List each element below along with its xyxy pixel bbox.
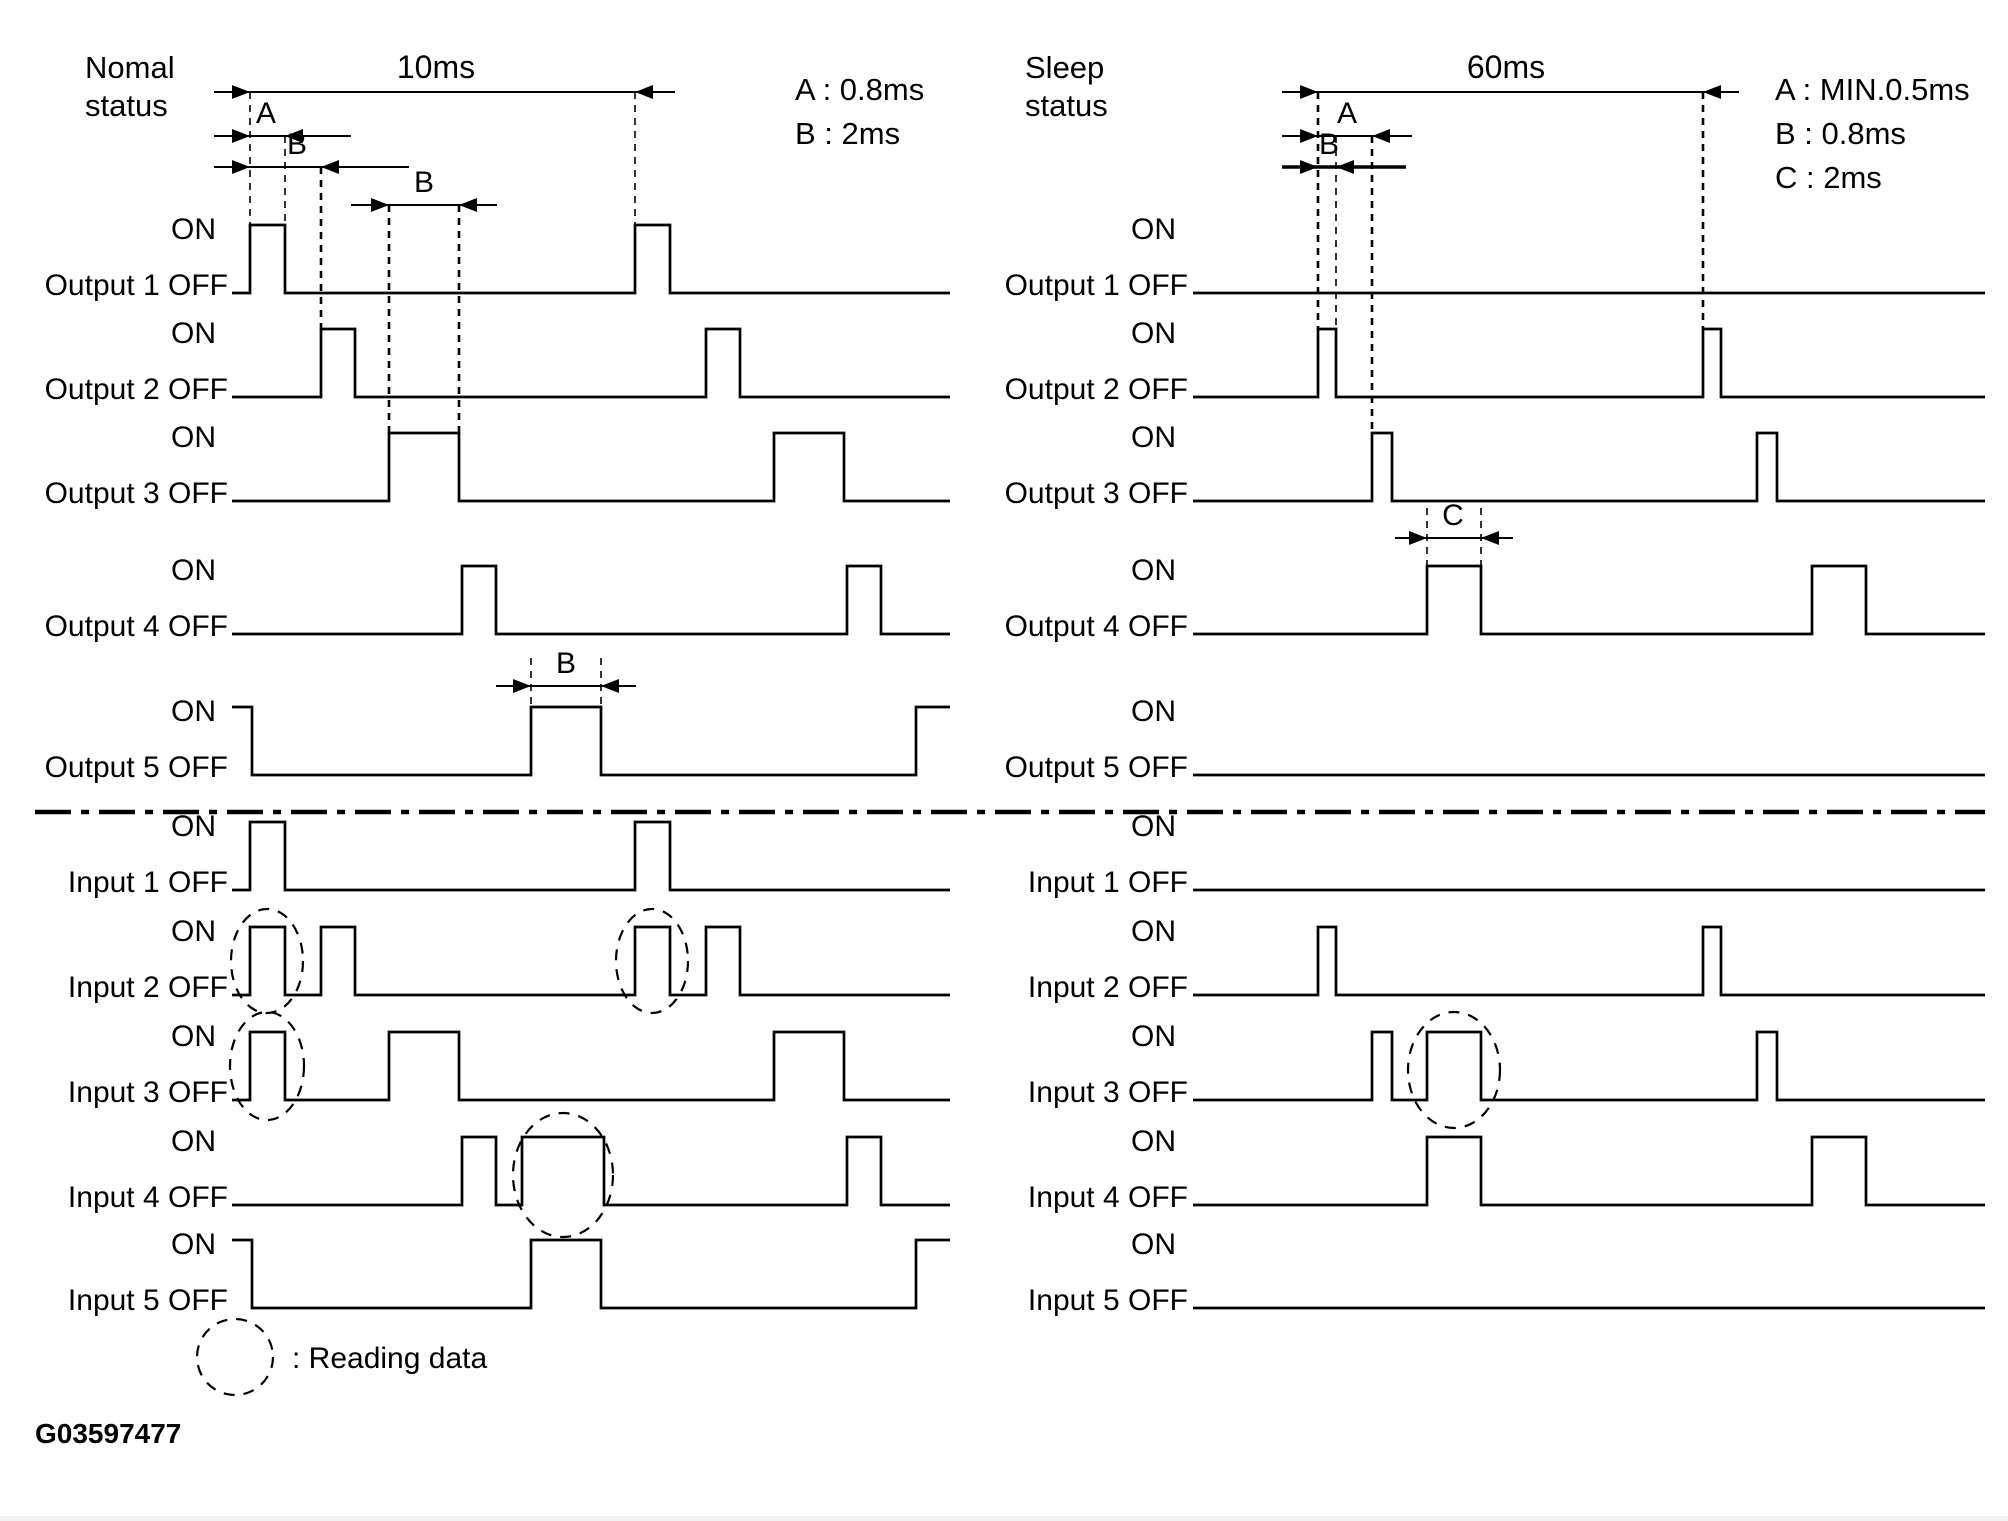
input5-row-label: Input 5 OFF [1027,1284,1188,1317]
output3-row-label: Output 3 OFF [44,477,228,510]
output2-row-label: Output 2 OFF [44,373,228,406]
normal-status-dim-label: 10ms [396,49,476,85]
output4-row-label: Output 4 OFF [44,610,228,643]
normal-status-dim-label: A [255,97,277,130]
input4-row-label: Input 4 OFF [67,1181,228,1214]
sleep-status-dim-label: C [1442,499,1464,532]
sleep-status-legend-item: A : MIN.0.5ms [1775,72,1970,107]
normal-status-title-line: Nomal [85,50,175,85]
output2-on-label: ON [1131,317,1176,350]
sleep-status-legend-item: C : 2ms [1775,160,1882,195]
output2-on-label: ON [171,317,216,350]
input2-on-label: ON [1131,915,1176,948]
normal-status-dim-label: B [413,166,435,199]
normal-status-dim-label: B [555,647,577,680]
input5-on-label: ON [171,1228,216,1261]
normal-status-dim-label: B [286,128,308,161]
normal-status-legend-item: B : 2ms [795,116,901,151]
output4-row-label: Output 4 OFF [1004,610,1188,643]
input4-row-label: Input 4 OFF [1027,1181,1188,1214]
sleep-status-title-line: Sleep [1025,50,1105,85]
output1-row-label: Output 1 OFF [1004,269,1188,302]
output4-on-label: ON [1131,554,1176,587]
output1-row-label: Output 1 OFF [44,269,228,302]
input3-on-label: ON [1131,1020,1176,1053]
output5-row-label: Output 5 OFF [44,751,228,784]
output5-on-label: ON [171,695,216,728]
output3-row-label: Output 3 OFF [1004,477,1188,510]
output5-on-label: ON [1131,695,1176,728]
input2-on-label: ON [171,915,216,948]
normal-status-title-line: status [85,88,168,123]
sleep-status-dim-label: B [1318,128,1340,161]
input4-on-label: ON [1131,1125,1176,1158]
figure-id: G03597477 [35,1418,182,1449]
input4-on-label: ON [171,1125,216,1158]
output4-on-label: ON [171,554,216,587]
output1-on-label: ON [171,213,216,246]
sleep-status-title-line: status [1025,88,1108,123]
input5-on-label: ON [1131,1228,1176,1261]
sleep-status-dim-label: 60ms [1466,49,1546,85]
input5-row-label: Input 5 OFF [67,1284,228,1317]
sleep-status-dim-label: A [1336,97,1358,130]
reading-data-legend-label: : Reading data [292,1342,488,1375]
sleep-status-legend-item: B : 0.8ms [1775,116,1906,151]
output2-row-label: Output 2 OFF [1004,373,1188,406]
input3-row-label: Input 3 OFF [1027,1076,1188,1109]
output3-on-label: ON [171,421,216,454]
input2-row-label: Input 2 OFF [67,971,228,1004]
output5-row-label: Output 5 OFF [1004,751,1188,784]
output3-on-label: ON [1131,421,1176,454]
input2-row-label: Input 2 OFF [1027,971,1188,1004]
input1-on-label: ON [1131,810,1176,843]
input3-on-label: ON [171,1020,216,1053]
normal-status-legend-item: A : 0.8ms [795,72,925,107]
output1-on-label: ON [1131,213,1176,246]
input3-row-label: Input 3 OFF [67,1076,228,1109]
input1-on-label: ON [171,810,216,843]
input1-row-label: Input 1 OFF [1027,866,1188,899]
input1-row-label: Input 1 OFF [67,866,228,899]
